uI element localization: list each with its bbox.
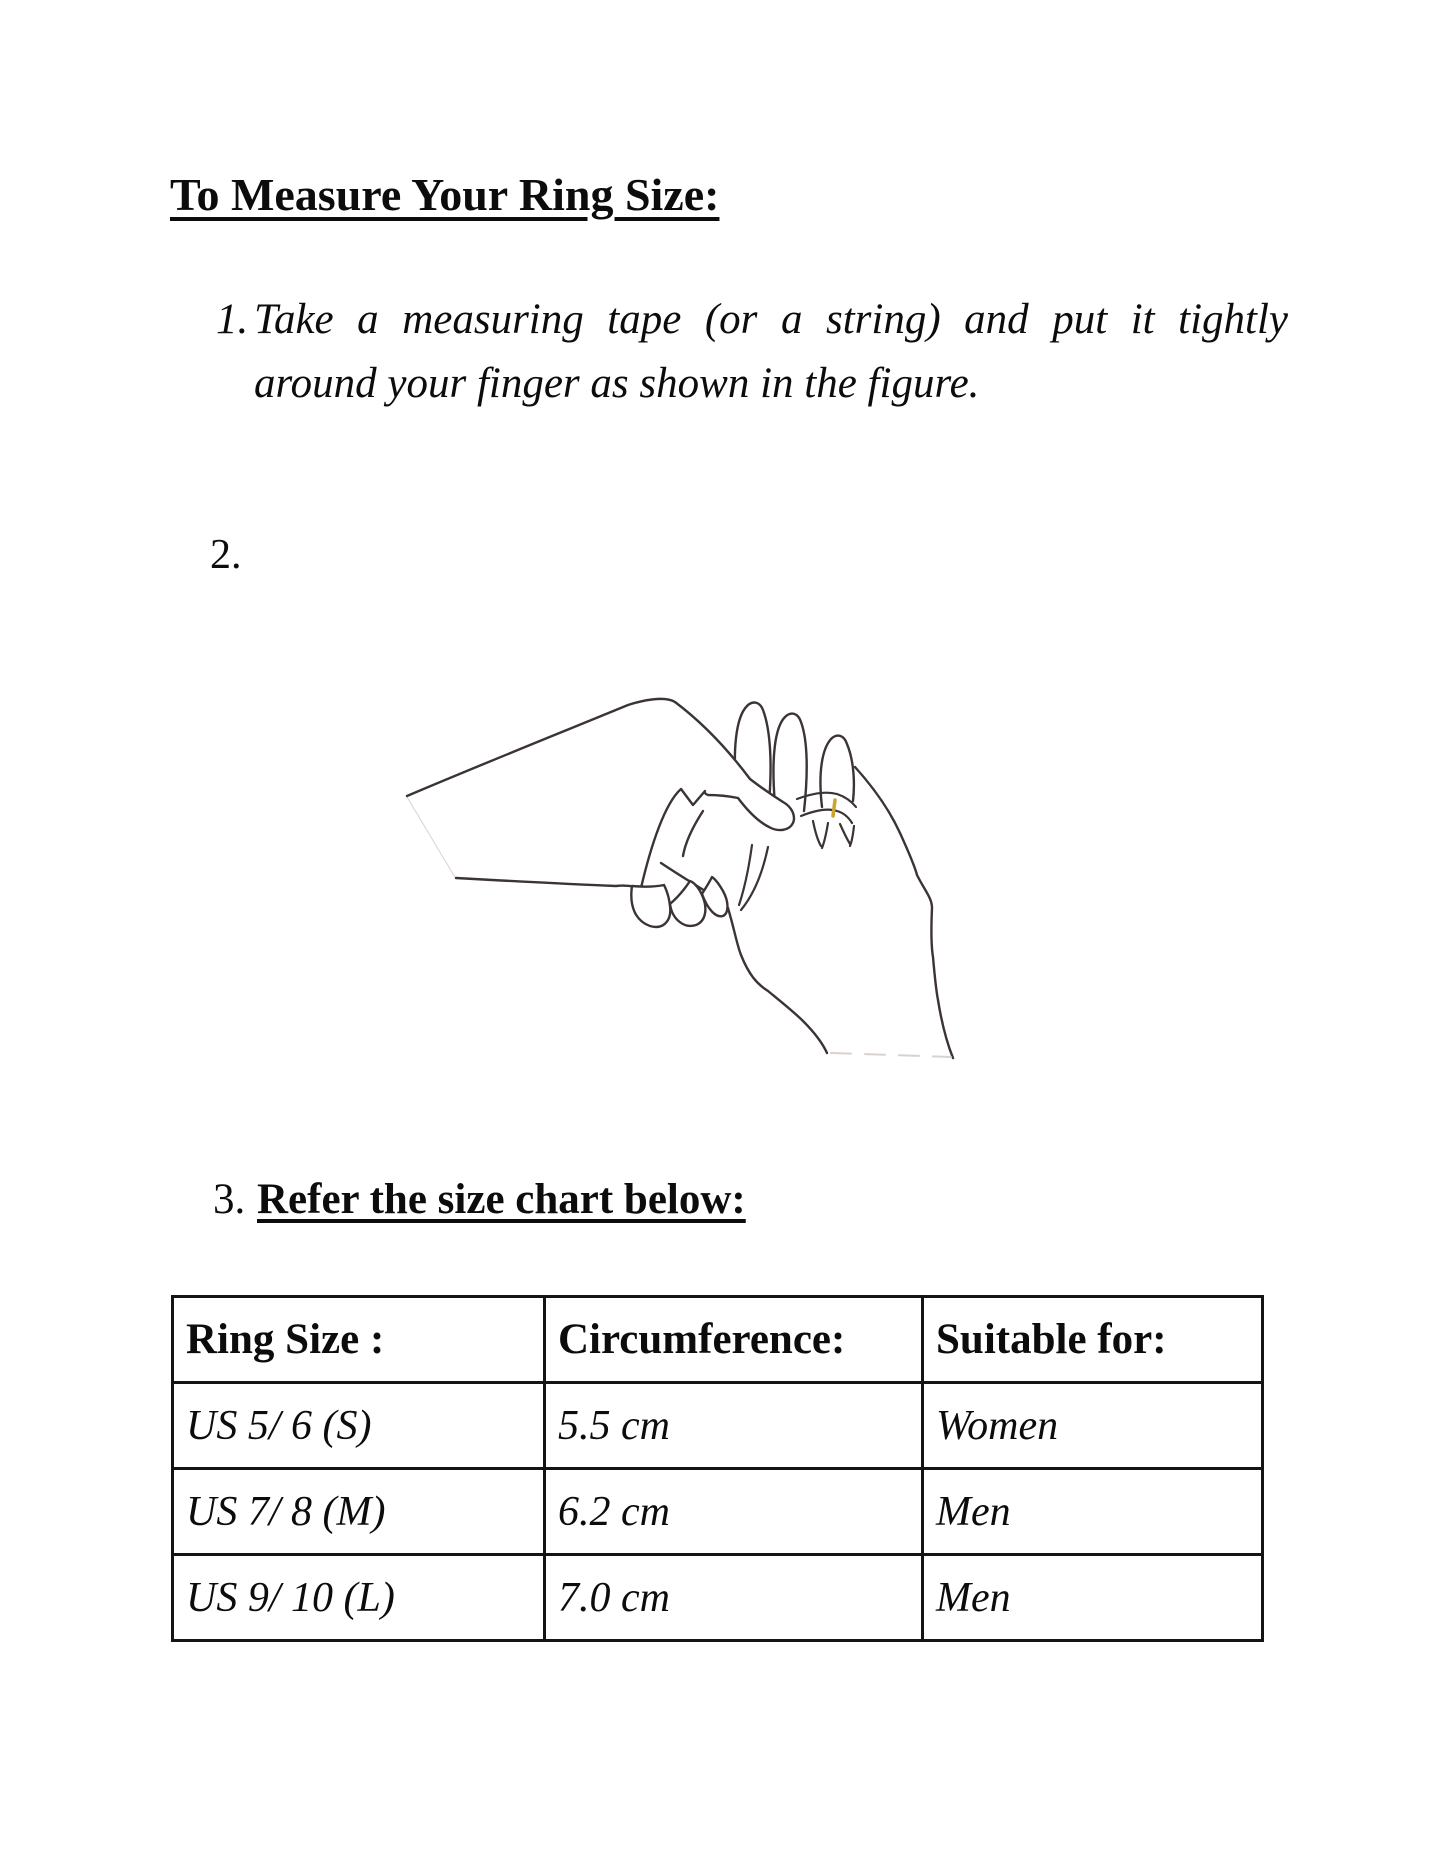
- step-3-heading: Refer the size chart below:: [257, 1176, 746, 1223]
- finger-ring: [820, 736, 853, 807]
- cell-circumference-small: 5.5 cm: [545, 1383, 923, 1469]
- header-suitable-for: Suitable for:: [923, 1297, 1263, 1383]
- step-1: [216, 288, 1288, 416]
- hand-measuring-illustration: [405, 695, 960, 1065]
- header-circumference: Circumference:: [545, 1297, 923, 1383]
- cell-suitable-small: Women: [923, 1383, 1263, 1469]
- step-3: [213, 1176, 746, 1223]
- hand-measuring-ring-finger-svg: [405, 695, 960, 1065]
- step-1-number: 1.: [216, 296, 249, 343]
- palm-right-edge: [855, 767, 953, 1058]
- cell-size-large: US 9/ 10 (L): [173, 1555, 545, 1641]
- step-2-number: 2.: [210, 532, 242, 578]
- cell-circumference-medium: 6.2 cm: [545, 1469, 923, 1555]
- wrist-cut-dashed-line: [831, 1053, 951, 1057]
- finger-ring-base-right: [850, 826, 854, 846]
- cell-circumference-large: 7.0 cm: [545, 1555, 923, 1641]
- size-chart-row-medium: [173, 1469, 1263, 1555]
- document-title: To Measure Your Ring Size:: [170, 169, 720, 220]
- step-1-line-1: Take a measuring tape (or a string) and put it tightly: [254, 296, 1288, 343]
- cell-suitable-medium: Men: [923, 1469, 1263, 1555]
- cell-size-small: US 5/ 6 (S): [173, 1383, 545, 1469]
- tape-band-bottom: [801, 810, 852, 823]
- cell-size-medium: US 7/ 8 (M): [173, 1469, 545, 1555]
- measuring-hand-fill: [407, 699, 794, 888]
- step-1-text: [254, 288, 1288, 416]
- thumb-crease: [683, 811, 703, 856]
- size-chart-header-row: [173, 1297, 1263, 1383]
- size-chart-row-large: [173, 1555, 1263, 1641]
- cell-suitable-large: Men: [923, 1555, 1263, 1641]
- size-chart-table: [171, 1295, 1264, 1642]
- finger-ring-base-left: [840, 824, 850, 844]
- ring-mark: [833, 800, 835, 816]
- finger-middle-base-right: [822, 823, 828, 848]
- header-ring-size: Ring Size :: [173, 1297, 545, 1383]
- size-chart-row-small: [173, 1383, 1263, 1469]
- step-1-line-2: around your finger as shown in the figure.: [254, 360, 980, 407]
- step-3-number: 3.: [213, 1176, 246, 1223]
- finger-middle-base-left: [813, 821, 821, 846]
- curled-finger-1: [631, 885, 670, 927]
